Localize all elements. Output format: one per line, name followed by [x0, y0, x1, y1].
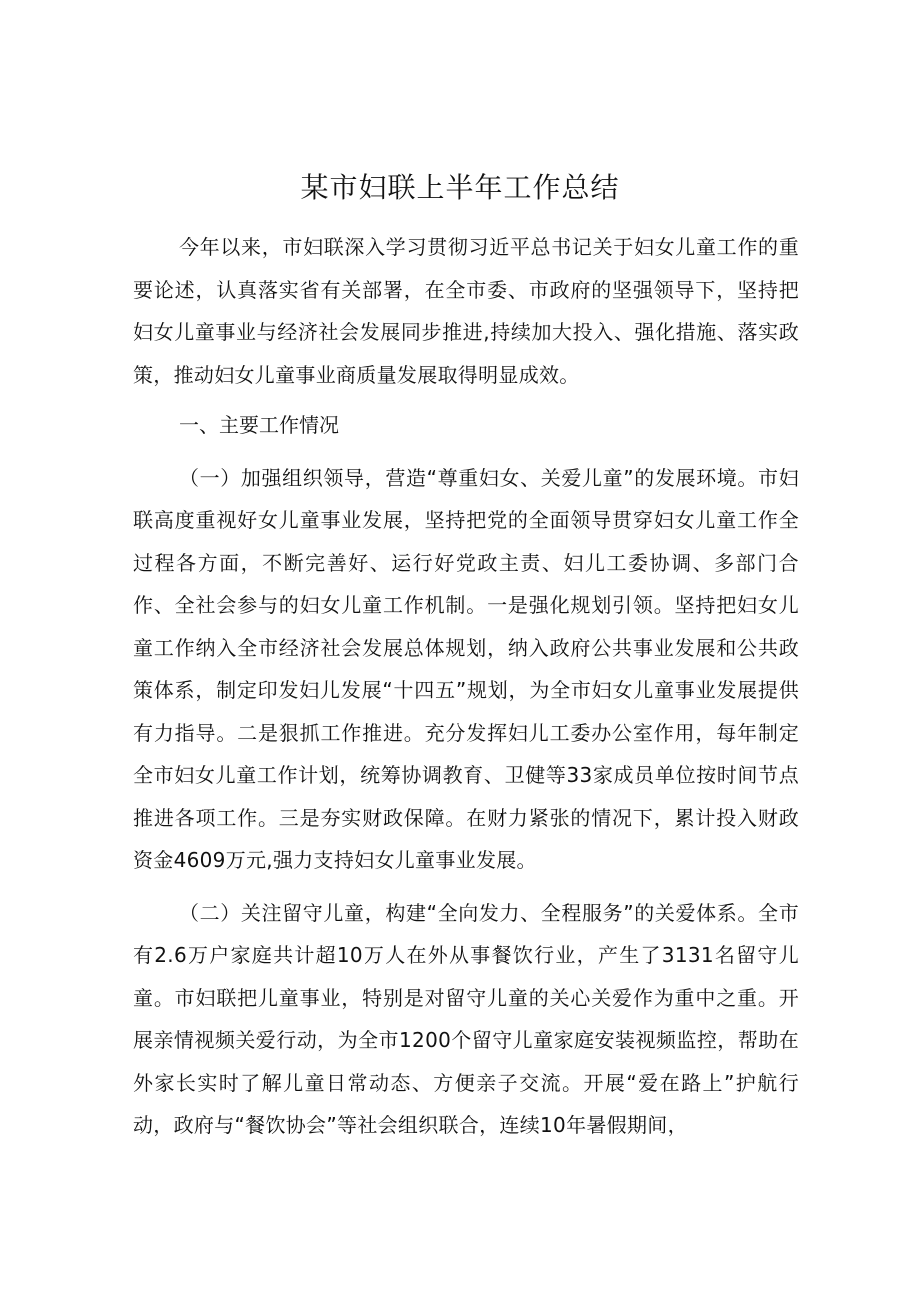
intro-paragraph: 今年以来，市妇联深入学习贯彻习近平总书记关于妇女儿童工作的重要论述，认真落实省有关部署，在全市委、市政府的坚强领导下，坚持把妇女儿童事业与经济社会发展同步推进,持续加大投入、强化措施、落实政策，推动妇女儿童事业商质量发展取得明显成效。 — [133, 235, 799, 387]
subsection-1-paragraph: （一）加强组织领导，营造“尊重妇女、关爱儿童”的发展环境。市妇联高度重视好女儿童事业发展，坚持把党的全面领导贯穿妇女儿童工作全过程各方面，不断完善好、运行好党政主责、妇儿工委协调、多部门合作、全社会参与的妇女儿童工作机制。一是强化规划引领。坚持把妇女儿童工作纳入全市经济社会发展总体规划，纳入政府公共事业发展和公共政策体系，制定印发妇儿发展“十四五”规划，为全市妇女儿童事业发展提供有力指导。二是狠抓工作推进。充分发挥妇儿工委办公室作用，每年制定全市妇女儿童工作计划，统筹协调教育、卫健等33家成员单位按时间节点推进各项工作。三是夯实财政保障。在财力紧张的情况下，累计投入财政资金4609万元,强力支持妇女儿童事业发展。 — [133, 465, 799, 872]
document-body — [133, 226, 799, 1147]
section-heading: 一、主要工作情况 — [179, 413, 339, 437]
subsection-2-paragraph: （二）关注留守儿童，构建“全向发力、全程服务”的关爱体系。全市有2.6万户家庭共计超10万人在外从事餐饮行业，产生了3131名留守儿童。市妇联把儿童事业，特别是对留守儿童的关心关爱作为重中之重。开展亲情视频关爱行动，为全市1200个留守儿童家庭安装视频监控，帮助在外家长实时了解儿童日常动态、方便亲子交流。开展“爱在路上”护航行动，政府与“餐饮协会”等社会组织联合，连续10年暑假期间， — [133, 900, 799, 1137]
document-title: 某市妇联上半年工作总结 — [300, 171, 620, 204]
